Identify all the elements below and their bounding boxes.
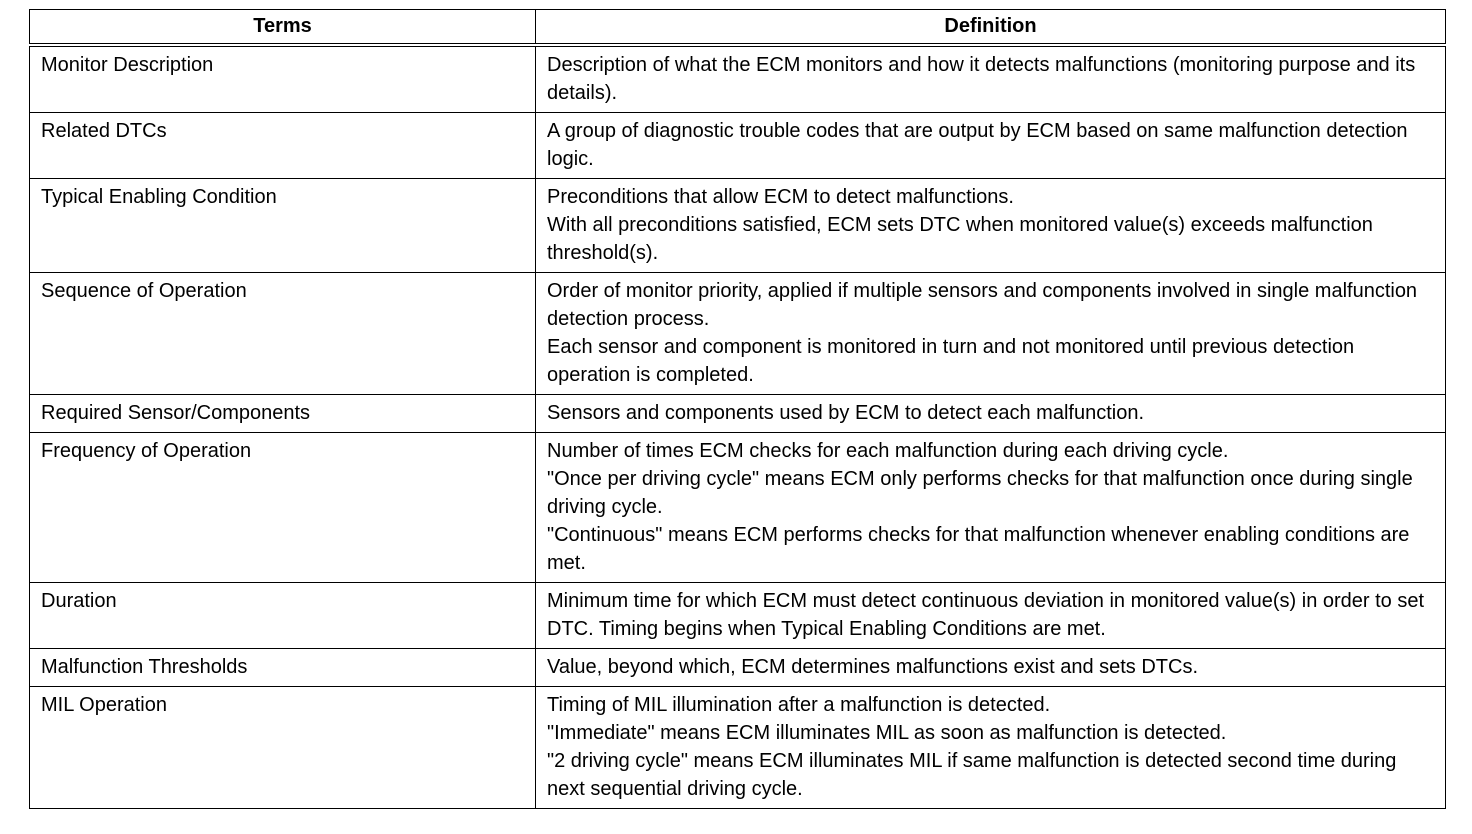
- terms-definition-table-container: [29, 9, 1445, 809]
- definition-text: Timing of MIL illumination after a malfunction is detected.: [547, 694, 1051, 716]
- definition-text: Number of times ECM checks for each malfunction during each driving cycle.: [547, 440, 1229, 462]
- definition-text: Sensors and components used by ECM to detect each malfunction.: [547, 402, 1145, 424]
- definition-cell: [536, 45, 1446, 113]
- table-row: [30, 113, 1446, 179]
- term-cell: Monitor Description: [30, 45, 536, 113]
- term-cell: Typical Enabling Condition: [30, 179, 536, 273]
- term-cell: Sequence of Operation: [30, 273, 536, 395]
- definition-cell: [536, 395, 1446, 433]
- definition-cell: [536, 687, 1446, 809]
- definition-cell: [536, 113, 1446, 179]
- definition-text: Description of what the ECM monitors and how it detects malfunctions (monitoring purpose and its details).: [547, 54, 1416, 104]
- term-cell: MIL Operation: [30, 687, 536, 809]
- term-cell: Duration: [30, 583, 536, 649]
- table-row: [30, 433, 1446, 583]
- definition-text: "Once per driving cycle" means ECM only performs checks for that malfunction once during single driving cycle.: [547, 468, 1413, 518]
- table-row: [30, 273, 1446, 395]
- terms-definition-table: [29, 9, 1446, 809]
- definition-text: "Continuous" means ECM performs checks for that malfunction whenever enabling conditions are met.: [547, 524, 1410, 574]
- definition-text: Each sensor and component is monitored in turn and not monitored until previous detection operation is completed.: [547, 336, 1355, 386]
- table-row: [30, 583, 1446, 649]
- definition-text: With all preconditions satisfied, ECM sets DTC when monitored value(s) exceeds malfunction threshold(s).: [547, 214, 1373, 264]
- term-cell: Malfunction Thresholds: [30, 649, 536, 687]
- definition-text: "Immediate" means ECM illuminates MIL as soon as malfunction is detected.: [547, 722, 1227, 744]
- table-header-row: [30, 10, 1446, 46]
- table-row: [30, 687, 1446, 809]
- definition-text: Preconditions that allow ECM to detect malfunctions.: [547, 186, 1014, 208]
- definition-cell: [536, 179, 1446, 273]
- term-cell: Required Sensor/Components: [30, 395, 536, 433]
- header-terms: Terms: [30, 10, 536, 46]
- header-definition: Definition: [536, 10, 1446, 46]
- definition-text: A group of diagnostic trouble codes that are output by ECM based on same malfunction detection logic.: [547, 120, 1408, 170]
- table-row: [30, 395, 1446, 433]
- table-row: [30, 649, 1446, 687]
- definition-text: Minimum time for which ECM must detect continuous deviation in monitored value(s) in order to set DTC. Timing begins when Typical Enabling Conditions are met.: [547, 590, 1425, 640]
- table-row: [30, 179, 1446, 273]
- term-cell: Related DTCs: [30, 113, 536, 179]
- term-cell: Frequency of Operation: [30, 433, 536, 583]
- definition-text: Value, beyond which, ECM determines malfunctions exist and sets DTCs.: [547, 656, 1199, 678]
- definition-cell: [536, 649, 1446, 687]
- table-row: [30, 45, 1446, 113]
- definition-cell: [536, 583, 1446, 649]
- definition-cell: [536, 273, 1446, 395]
- definition-text: Order of monitor priority, applied if multiple sensors and components involved in single malfunction detection process.: [547, 280, 1418, 330]
- definition-text: "2 driving cycle" means ECM illuminates MIL if same malfunction is detected second time during next sequential driving cycle.: [547, 750, 1397, 800]
- definition-cell: [536, 433, 1446, 583]
